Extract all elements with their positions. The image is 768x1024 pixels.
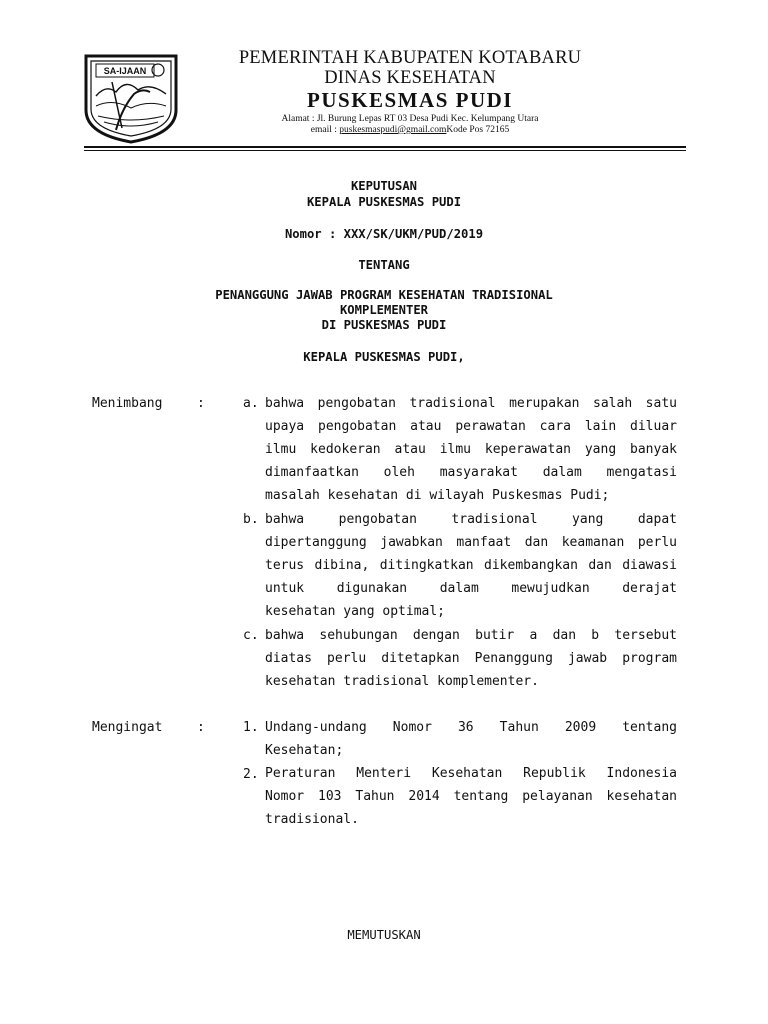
mengingat-item-1	[265, 716, 677, 762]
text-line: bahwa pengobatan tradisional yang dapat	[265, 512, 677, 527]
mengingat-item-1-marker: 1.	[243, 720, 259, 735]
decree-subject-line3: DI PUSKESMAS PUDI	[321, 318, 447, 332]
decree-subject-line2: KOMPLEMENTER	[339, 303, 429, 317]
email-link[interactable]: puskesmaspudi@gmail.com	[339, 125, 447, 135]
letterhead-rule-thick	[84, 146, 686, 148]
mengingat-item-2	[265, 762, 677, 831]
text-line: terus dibina, ditingkatkan dikembangkan dan diawasi	[265, 558, 677, 573]
text-line: dipertanggung jawabkan manfaat dan keamanan perlu	[265, 535, 677, 550]
text-line: kesehatan yang optimal;	[265, 604, 446, 619]
text-line: bahwa sehubungan dengan butir a dan b tersebut	[265, 628, 677, 643]
menimbang-item-a	[265, 392, 677, 507]
email-prefix: email :	[310, 125, 340, 135]
menimbang-item-b-marker: b.	[243, 512, 259, 527]
postal-code: Kode Pos 72165	[446, 125, 510, 135]
text-line: diatas perlu ditetapkan Penanggung jawab program	[265, 651, 677, 666]
text-line: masalah kesehatan di wilayah Puskesmas Pudi;	[265, 488, 610, 503]
text-line: bahwa pengobatan tradisional merupakan salah satu	[265, 396, 677, 411]
office-name: DINAS KESEHATAN	[324, 68, 496, 88]
contact-line	[190, 125, 630, 135]
letterhead-rule-thin	[84, 150, 686, 151]
menimbang-item-b	[265, 508, 677, 623]
decree-issuer: KEPALA PUSKESMAS PUDI	[306, 195, 462, 209]
decree-title: KEPUTUSAN	[350, 179, 418, 193]
mengingat-colon: :	[197, 720, 205, 735]
government-name: PEMERINTAH KABUPATEN KOTABARU	[238, 48, 582, 68]
menimbang-item-c	[265, 624, 677, 693]
text-line: dimanfaatkan oleh masyarakat dalam mengatasi	[265, 465, 677, 480]
mengingat-label: Mengingat	[92, 720, 163, 735]
institution-address: Alamat : Jl. Burung Lepas RT 03 Desa Pudi Kec. Kelumpang Utara	[281, 114, 539, 124]
text-line: Peraturan Menteri Kesehatan Republik Indonesia	[265, 766, 677, 781]
text-line: untuk digunakan dalam mewujudkan derajat	[265, 581, 677, 596]
menimbang-label: Menimbang	[92, 396, 163, 411]
decree-number: Nomor : XXX/SK/UKM/PUD/2019	[284, 227, 484, 241]
menimbang-colon: :	[197, 396, 205, 411]
institution-name: PUSKESMAS PUDI	[307, 88, 513, 112]
decision-heading: MEMUTUSKAN	[347, 928, 421, 942]
text-line: ilmu kedokeran atau ilmu keperawatan yang banyak	[265, 442, 677, 457]
text-line: Nomor 103 Tahun 2014 tentang pelayanan kesehatan	[265, 789, 677, 804]
text-line: tradisional.	[265, 812, 359, 827]
logo-text: SA-IJAAN	[103, 66, 147, 76]
text-line: Kesehatan;	[265, 743, 344, 758]
decree-subject-line1: PENANGGUNG JAWAB PROGRAM KESEHATAN TRADISIONAL	[215, 288, 553, 302]
menimbang-item-c-marker: c.	[243, 628, 259, 643]
head-title: KEPALA PUSKESMAS PUDI,	[303, 350, 465, 364]
regency-emblem-logo	[82, 48, 180, 144]
decree-about: TENTANG	[358, 258, 410, 272]
text-line: upaya pengobatan atau perawatan cara lain diluar	[265, 419, 677, 434]
text-line: kesehatan tradisional komplementer.	[265, 674, 539, 689]
text-line: Undang-undang Nomor 36 Tahun 2009 tentang	[265, 720, 677, 735]
mengingat-item-2-marker: 2.	[243, 767, 259, 782]
menimbang-item-a-marker: a.	[243, 396, 259, 411]
